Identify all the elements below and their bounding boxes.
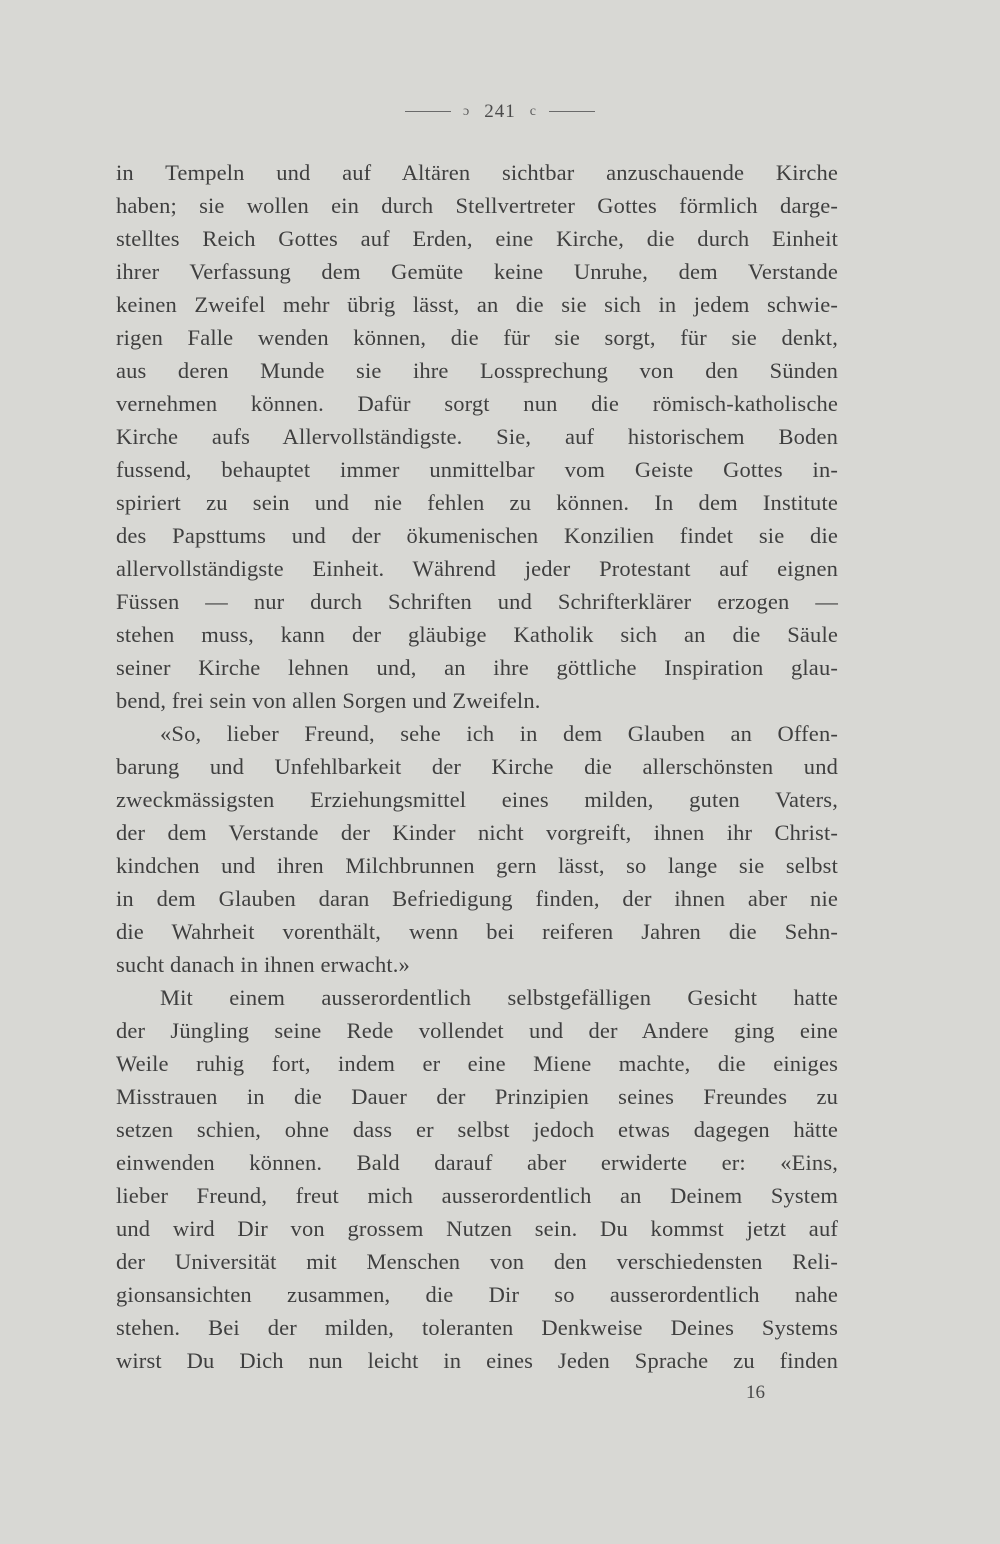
text-line: der Jüngling seine Rede vollendet und der Andere ging eine [116,1018,838,1043]
text-line: einwenden können. Bald darauf aber erwiderte er: «Eins, [116,1150,838,1175]
text-line: stelltes Reich Gottes auf Erden, eine Kirche, die durch Einheit [116,226,838,251]
text-line: bend, frei sein von allen Sorgen und Zweifeln. [116,688,541,713]
text-line: fussend, behauptet immer unmittelbar vom Geiste Gottes in- [116,457,838,482]
text-line: lieber Freund, freut mich ausserordentlich an Deinem System [116,1183,838,1208]
text-line: keinen Zweifel mehr übrig lässt, an die sie sich in jedem schwie- [116,292,838,317]
text-line: des Papsttums und der ökumenischen Konzilien findet sie die [116,523,838,548]
text-line: der Universität mit Menschen von den verschiedensten Reli- [116,1249,838,1274]
text-line: zweckmässigsten Erziehungsmittel eines milden, guten Vaters, [116,787,838,812]
text-line: aus deren Munde sie ihre Lossprechung von den Sünden [116,358,838,383]
header-rule-right [549,111,595,112]
body-text [116,156,838,1377]
text-line: der dem Verstande der Kinder nicht vorgreift, ihnen ihr Christ- [116,820,838,845]
text-line: gionsansichten zusammen, die Dir so ausserordentlich nahe [116,1282,838,1307]
text-line: sucht danach in ihnen erwacht.» [116,952,410,977]
header-ornament-left: ɔ [463,103,471,119]
text-line: seiner Kirche lehnen und, an ihre göttliche Inspiration glau- [116,655,838,680]
text-line: allervollständigste Einheit. Während jeder Protestant auf eignen [116,556,838,581]
text-line: kindchen und ihren Milchbrunnen gern lässt, so lange sie selbst [116,853,838,878]
text-line: und wird Dir von grossem Nutzen sein. Du kommst jetzt auf [116,1216,838,1241]
text-line: in Tempeln und auf Altären sichtbar anzuschauende Kirche [116,160,838,185]
text-line: haben; sie wollen ein durch Stellvertreter Gottes förmlich darge- [116,193,838,218]
text-line: Mit einem ausserordentlich selbstgefälligen Gesicht hatte [160,985,838,1010]
text-line: rigen Falle wenden können, die für sie sorgt, für sie denkt, [116,325,838,350]
text-line: vernehmen können. Dafür sorgt nun die römisch-katholische [116,391,838,416]
header-ornament-right: c [529,103,537,119]
text-line: Weile ruhig fort, indem er eine Miene machte, die einiges [116,1051,838,1076]
page-number: 241 [484,100,516,122]
text-line: Misstrauen in die Dauer der Prinzipien seines Freundes zu [116,1084,838,1109]
text-line: stehen. Bei der milden, toleranten Denkweise Deines Systems [116,1315,838,1340]
running-header [0,100,1000,123]
text-line: ihrer Verfassung dem Gemüte keine Unruhe, dem Verstande [116,259,838,284]
text-line: in dem Glauben daran Befriedigung finden, der ihnen aber nie [116,886,838,911]
header-rule-left [405,111,451,112]
text-line: Kirche aufs Allervollständigste. Sie, auf historischem Boden [116,424,838,449]
text-line: die Wahrheit vorenthält, wenn bei reiferen Jahren die Sehn- [116,919,838,944]
text-line: «So, lieber Freund, sehe ich in dem Glauben an Offen- [160,721,838,746]
text-line: spiriert zu sein und nie fehlen zu können. In dem Institute [116,490,838,515]
signature-mark: 16 [746,1382,765,1403]
text-line: barung und Unfehlbarkeit der Kirche die allerschönsten und [116,754,838,779]
text-line: setzen schien, ohne dass er selbst jedoch etwas dagegen hätte [116,1117,838,1142]
text-line: stehen muss, kann der gläubige Katholik sich an die Säule [116,622,838,647]
text-line: wirst Du Dich nun leicht in eines Jeden Sprache zu finden [116,1348,838,1373]
text-line: Füssen — nur durch Schriften und Schrifterklärer erzogen — [116,589,838,614]
